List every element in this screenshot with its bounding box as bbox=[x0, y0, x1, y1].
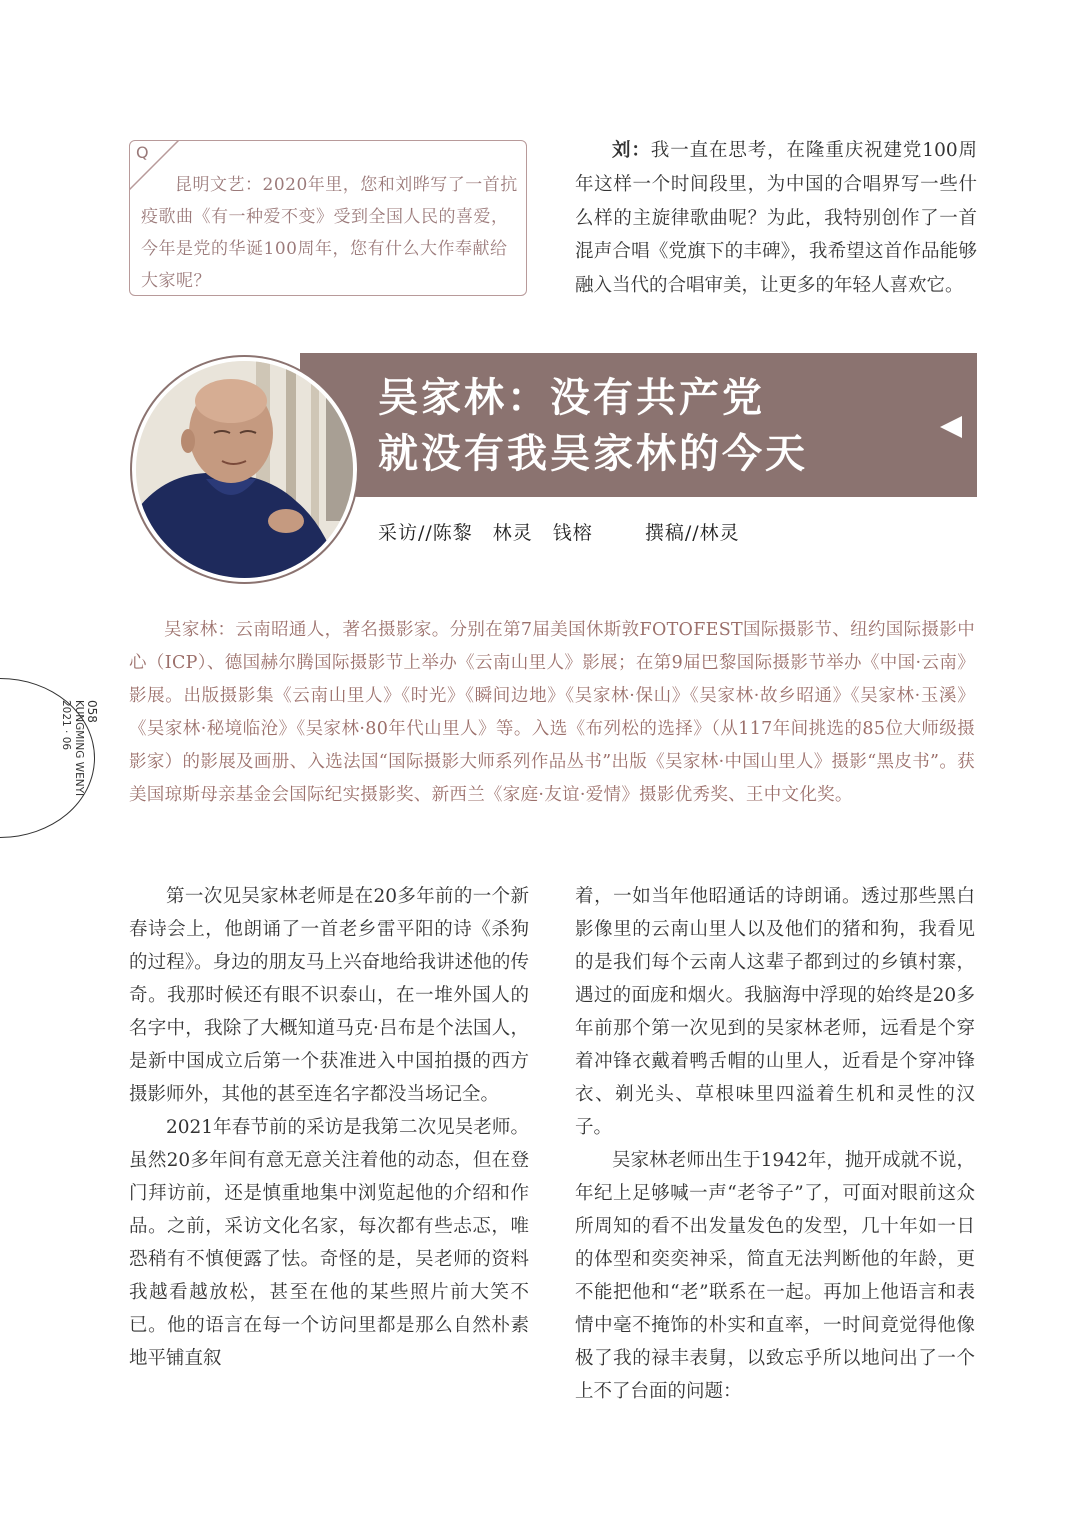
portrait-photo bbox=[132, 357, 357, 582]
author-bio: 吴家林：云南昭通人，著名摄影家。分别在第7届美国休斯敦FOTOFEST国际摄影节、纽约国际摄影中心（ICP）、德国赫尔腾国际摄影节上举办《云南山里人》影展；在第9届巴黎国际摄影节举办《中国·云南》影展。出版摄影集《云南山里人》《时光》《瞬间边地》《吴家林·保山》《吴家林·故乡昭通》《吴家林·玉溪》《吴家林·秘境临沧》《吴家林·80年代山里人》等。入选《布列松的选择》（从117年间挑选的85位大师级摄影家）的影展及画册、入选法国“国际摄影大师系列作品丛书”出版《吴家林·中国山里人》摄影“黑皮书”。获美国琼斯母亲基金会国际纪实摄影奖、新西兰《家庭·友谊·爱情》摄影优秀奖、王中文化奖。 bbox=[129, 620, 975, 805]
page-meta bbox=[60, 700, 99, 830]
magazine-name: KUNGMING WENYI bbox=[73, 700, 85, 797]
article-title bbox=[378, 370, 808, 482]
article-title-line1: 吴家林：没有共产党 bbox=[378, 375, 765, 421]
body-column-right bbox=[575, 880, 975, 1408]
issue-number: 2021 · 06 bbox=[60, 700, 72, 751]
portrait-illustration bbox=[136, 361, 353, 578]
page-number: 058 bbox=[85, 700, 99, 723]
body-paragraph: 着，一如当年他昭通话的诗朗诵。透过那些黑白影像里的云南山里人以及他们的猪和狗，我看见的是我们每个云南人这辈子都到过的乡镇村寨，遇过的面庞和烟火。我脑海中浮现的始终是20多年前那个第一次见到的吴家林老师，远看是个穿着冲锋衣戴着鸭舌帽的山里人，近看是个穿冲锋衣、剃光头、草根味里四溢着生机和灵性的汉子。 bbox=[575, 886, 975, 1138]
answer-speaker: 刘： bbox=[612, 140, 651, 161]
article-title-line2: 就没有我吴家林的今天 bbox=[378, 431, 808, 477]
answer-paragraph bbox=[575, 134, 977, 303]
question-text: 昆明文艺：2020年里，您和刘晔写了一首抗疫歌曲《有一种爱不变》受到全国人民的喜爱，今年是党的华诞100周年，您有什么大作奉献给大家呢？ bbox=[141, 175, 518, 291]
answer-text: 我一直在思考，在隆重庆祝建党100周年这样一个时间段里，为中国的合唱界写一些什么样的主旋律歌曲呢？为此，我特别创作了一首混声合唱《党旗下的丰碑》，我希望这首作品能够融入当代的合唱审美，让更多的年轻人喜欢它。 bbox=[575, 140, 977, 297]
byline-writer: 撰稿//林灵 bbox=[644, 522, 740, 544]
triangle-left-icon bbox=[940, 416, 962, 438]
body-paragraph: 吴家林老师出生于1942年，抛开成就不说，年纪上足够喊一声“老爷子”了，可面对眼前这众所周知的看不出发量发色的发型，几十年如一日的体型和奕奕神采，简直无法判断他的年龄，更不能把他和“老”联系在一起。再加上他语言和表情中毫不掩饰的朴实和直率，一时间竟觉得他像极了我的禄丰表舅，以致忘乎所以地问出了一个上不了台面的问题： bbox=[575, 1150, 975, 1402]
question-mark-label: Q bbox=[136, 143, 149, 162]
byline-interview: 采访//陈黎 林灵 钱榕 bbox=[378, 522, 593, 544]
body-column-left bbox=[129, 880, 529, 1375]
body-paragraph: 第一次见吴家林老师是在20多年前的一个新春诗会上，他朗诵了一首老乡雷平阳的诗《杀狗的过程》。身边的朋友马上兴奋地给我讲述他的传奇。我那时候还有眼不识泰山，在一堆外国人的名字中，我除了大概知道马克·吕布是个法国人，是新中国成立后第一个获准进入中国拍摄的西方摄影师外，其他的甚至连名字都没当场记全。 bbox=[129, 886, 529, 1105]
question-box bbox=[129, 140, 527, 296]
body-paragraph: 2021年春节前的采访是我第二次见吴老师。虽然20多年间有意无意关注着他的动态，但在登门拜访前，还是慎重地集中浏览起他的介绍和作品。之前，采访文化名家，每次都有些忐忑，唯恐稍有不慎便露了怯。奇怪的是，吴老师的资料我越看越放松，甚至在他的某些照片前大笑不已。他的语言在每一个访问里都是那么自然朴素地平铺直叙 bbox=[129, 1117, 529, 1369]
byline bbox=[378, 518, 740, 545]
